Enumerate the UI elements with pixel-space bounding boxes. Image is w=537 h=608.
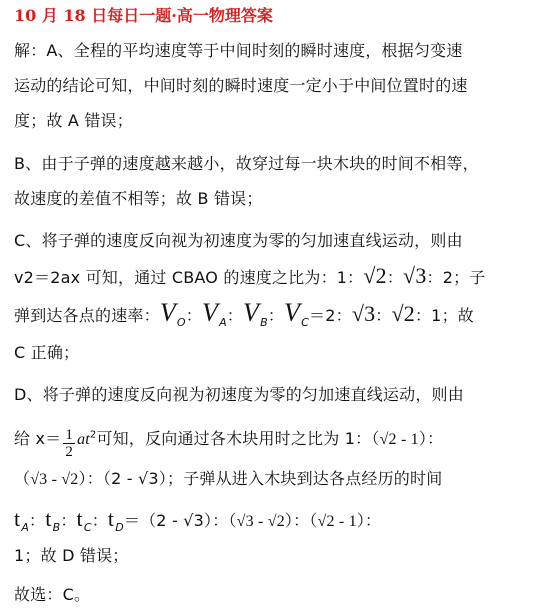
t-subscript-d: D: [115, 521, 124, 534]
t-equals: ＝（2 - √3）：（: [123, 511, 237, 530]
exponent-2: 2: [89, 429, 97, 441]
t-colon-2: ：: [60, 511, 77, 530]
v-symbol-b: V: [243, 298, 260, 327]
text-line-14: 1；故 D 错误；: [14, 546, 129, 565]
speed-tail: ：1；故: [414, 306, 474, 325]
text-line-3: 度；故 A 错误；: [14, 111, 133, 130]
text-line-15: 故选：C。: [14, 585, 91, 604]
t-paren-end: ）：: [356, 511, 382, 530]
text-line-9: C 正确；: [14, 343, 80, 362]
speed-label: 弹到达各点的速率：: [14, 306, 160, 325]
t-subscript-a: A: [21, 521, 30, 534]
subscript-c: C: [301, 316, 310, 329]
text-line-1: 解：A、全程的平均速度等于中间时刻的瞬时速度，根据匀变速: [14, 41, 463, 60]
time-text-tail: ）：（2 - √3）；子弹从进入木块到达各点经历的时间: [78, 469, 443, 488]
text-line-10: D、将子弹的速度反向视为初速度为零的匀加速直线运动，则由: [14, 385, 464, 404]
text-line-7: [14, 263, 486, 289]
t-symbol-a: t: [14, 506, 21, 531]
t-colon-1: ：: [29, 511, 46, 530]
subscript-a: A: [219, 316, 227, 329]
t-colon-3: ：: [91, 511, 108, 530]
subscript-b: B: [260, 316, 268, 329]
v-symbol-a: V: [201, 298, 219, 327]
text-line-2: 运动的结论可知，中间时刻的瞬时速度一定小于中间位置时的速: [14, 76, 468, 95]
text-line-13: [14, 506, 381, 534]
colon-4: ：: [375, 306, 392, 325]
paren-close-1: ）：: [418, 429, 444, 448]
fraction-denominator: 2: [65, 444, 74, 460]
sqrt-3-term: √3: [403, 263, 427, 288]
text-line-5: 故速度的差值不相等；故 B 错误；: [14, 189, 263, 208]
v-symbol: V: [159, 298, 176, 327]
sqrt-2-term: √2: [363, 263, 387, 288]
text-line-11: [14, 426, 443, 460]
equals-two: ＝2：: [309, 306, 352, 325]
sqrt2-minus-1: √2 - 1: [379, 431, 419, 448]
t-subscript-c: C: [83, 521, 92, 534]
ratio-tail: ：2；子: [426, 268, 486, 287]
t-symbol-c: t: [76, 506, 83, 531]
paren-open: （: [14, 469, 31, 488]
v-symbol-c: V: [284, 298, 301, 327]
t-symbol-d: t: [107, 506, 115, 531]
t-symbol-b: t: [45, 506, 52, 531]
page-title: 10 月 18 日每日一题·高一物理答案: [14, 6, 273, 25]
fraction-numerator: 1: [65, 427, 74, 443]
t-sqrt3-minus-sqrt2: √3 - √2: [236, 513, 285, 530]
sqrt3-minus-sqrt2: √3 - √2: [30, 471, 79, 488]
formula-prefix: 给 x＝: [14, 429, 62, 448]
text-line-4: B、由于子弹的速度越来越小，故穿过每一块木块的时间不相等，: [14, 154, 479, 173]
one-half-fraction: [63, 427, 75, 460]
t-sqrt2-minus-1: √2 - 1: [317, 513, 357, 530]
t-subscript-b: B: [52, 521, 61, 534]
time-ratio-text: 可知，反向通过各木块用时之比为 1：（: [96, 429, 380, 448]
colon-2: ：: [226, 306, 243, 325]
subscript-o: O: [176, 316, 186, 329]
text-line-6: C、将子弹的速度反向视为初速度为零的匀加速直线运动，则由: [14, 231, 463, 250]
text-line-8: [14, 298, 474, 329]
sqrt-3-speed: √3: [351, 301, 376, 326]
text-line-12: [14, 466, 442, 489]
colon-1: ：: [185, 306, 202, 325]
t-paren-mid: ）：（: [284, 511, 318, 530]
velocity-ratio-text: v2＝2ax 可知，通过 CBAO 的速度之比为：1：: [14, 268, 364, 287]
ratio-separator: ：: [386, 268, 404, 287]
colon-3: ：: [267, 306, 285, 325]
sqrt-2-speed: √2: [391, 301, 415, 326]
at-term: at: [77, 431, 90, 448]
